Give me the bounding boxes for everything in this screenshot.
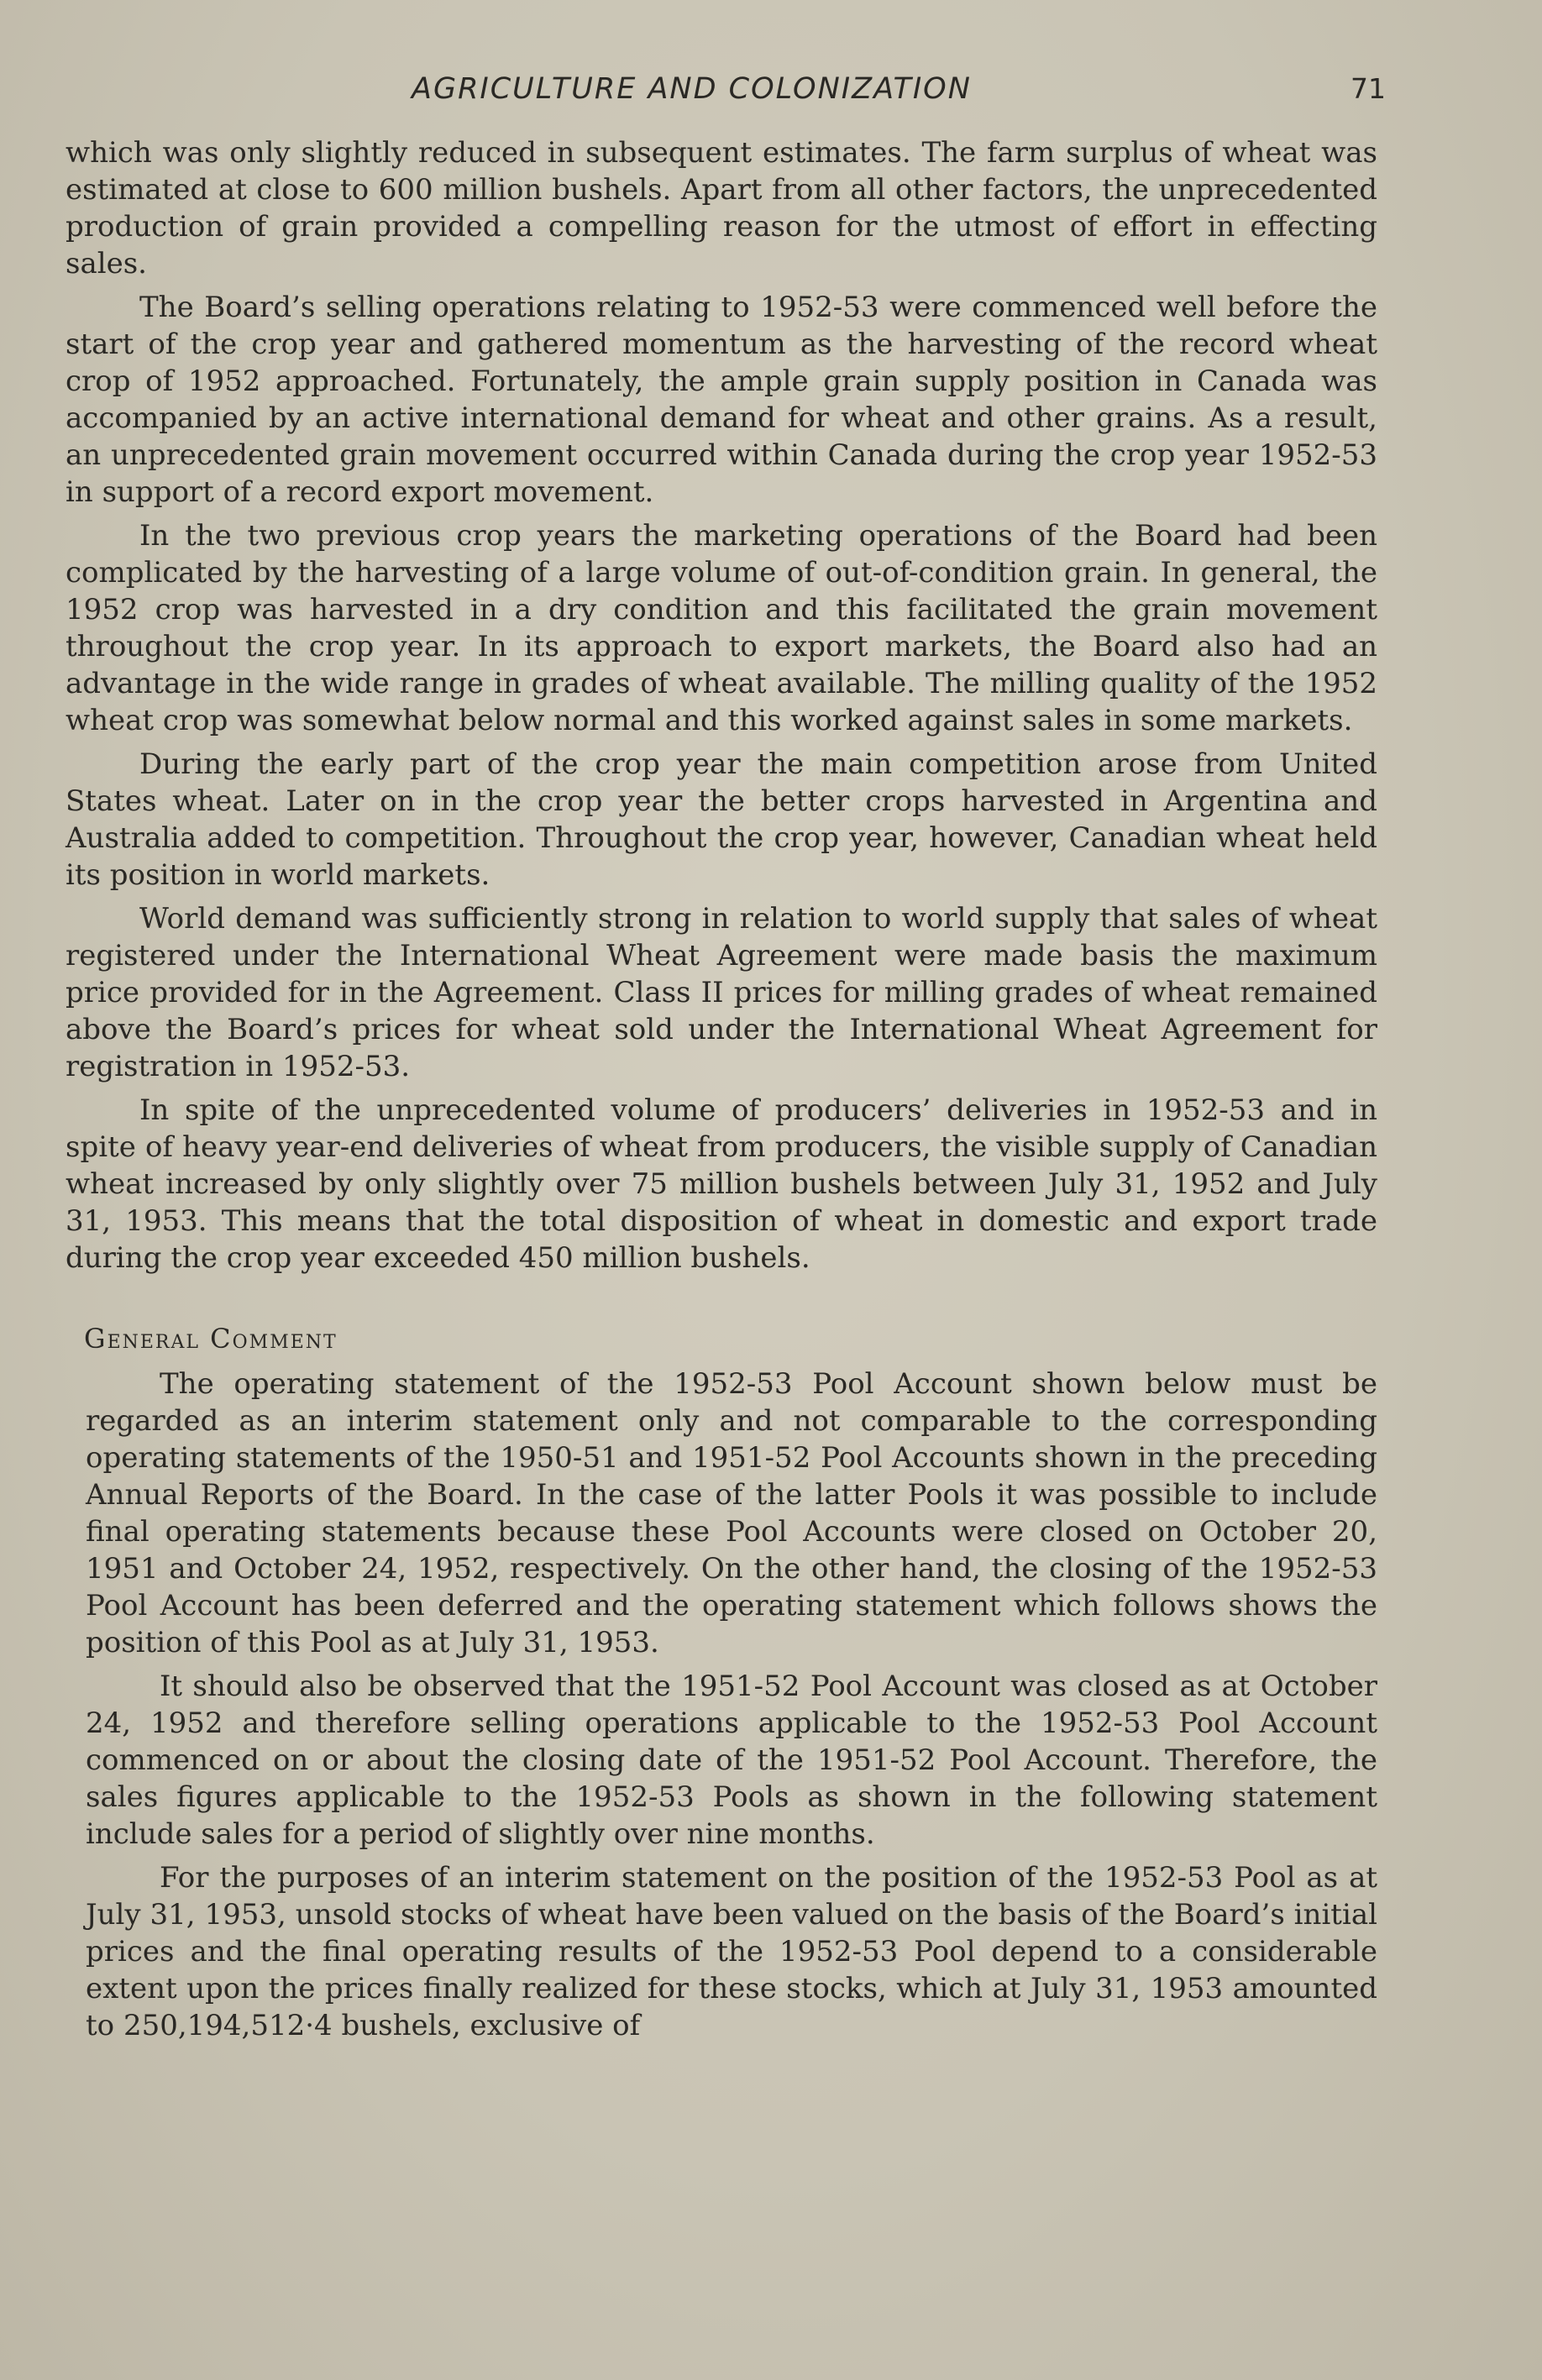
paragraph: For the purposes of an interim statement on the position of the 1952-53 Pool as at July 31, 1953, unsold stocks of wheat have been valued on the basis of the Board’s initial prices and the final operating results of the 1952-53 Pool depend to a considerable extent upon the prices finally realized for these stocks, which at July 31, 1953 amounted to 250,194,512·4 bushels, exclusive of [86, 1861, 1377, 2042]
page-number: 71 [1351, 72, 1386, 105]
paragraph: The Board’s selling operations relating to 1952-53 were commenced well before the start of the crop year and gathered momentum as the harvesting of the record wheat crop of 1952 approached. Fortunately, the ample grain supply position in Canada was accompanied by an active international demand for wheat and other grains. As a result, an unprecedented grain movement occurred within Canada during the crop year 1952-53 in support of a record export movement. [66, 291, 1377, 509]
paragraph: The operating statement of the 1952-53 Pool Account shown below must be regarded as an interim statement only and not comparable to the corresponding operating statements of the 1950-51 and 1951-52 Pool Accounts shown in the preceding Annual Reports of the Board. In the case of the latter Pools it was possible to include final operating statements because these Pool Accounts were closed on October 20, 1951 and October 24, 1952, respectively. On the other hand, the closing of the 1952-53 Pool Account has been deferred and the operating statement which follows shows the position of this Pool as at July 31, 1953. [86, 1367, 1377, 1659]
paragraph: In spite of the unprecedented volume of producers’ deliveries in 1952-53 and in spite of heavy year-end deliveries of wheat from producers, the visible supply of Canadian wheat increased by only slightly over 75 million bushels between July 31, 1952 and July 31, 1953. This means that the total disposition of wheat in domestic and export trade during the crop year exceeded 450 million bushels. [66, 1093, 1377, 1275]
body-text [66, 134, 1377, 2051]
paragraph: It should also be observed that the 1951-52 Pool Account was closed as at October 24, 1952 and therefore selling operations applicable to the 1952-53 Pool Account commenced on or about the closing date of the 1951-52 Pool Account. Therefore, the sales figures applicable to the 1952-53 Pools as shown in the following statement include sales for a period of slightly over nine months. [86, 1670, 1377, 1851]
paragraph: During the early part of the crop year the main competition arose from United States wheat. Later on in the crop year the better crops harvested in Argentina and Australia added to competition. Throughout the crop year, however, Canadian wheat held its position in world markets. [66, 747, 1377, 892]
general-comment-section [66, 1320, 1377, 2044]
page-header [67, 72, 1386, 123]
paragraph: which was only slightly reduced in subsequent estimates. The farm surplus of wheat was estimated at close to 600 million bushels. Apart from all other factors, the unprecedented production of grain provided a compelling reason for the utmost of effort in effecting sales. [66, 136, 1377, 280]
paragraph: In the two previous crop years the marketing operations of the Board had been complicated by the harvesting of a large volume of out-of-condition grain. In general, the 1952 crop was harvested in a dry condition and this facilitated the grain movement throughout the crop year. In its approach to export markets, the Board also had an advantage in the wide range in grades of wheat available. The milling quality of the 1952 wheat crop was somewhat below normal and this worked against sales in some markets. [66, 519, 1377, 737]
paragraph: World demand was sufficiently strong in relation to world supply that sales of wheat registered under the International Wheat Agreement were made basis the maximum price provided for in the Agreement. Class II prices for milling grades of wheat remained above the Board’s prices for wheat sold under the International Wheat Agreement for registration in 1952-53. [66, 902, 1377, 1083]
running-head: AGRICULTURE AND COLONIZATION [412, 72, 972, 106]
section-heading: General Comment [84, 1323, 338, 1355]
